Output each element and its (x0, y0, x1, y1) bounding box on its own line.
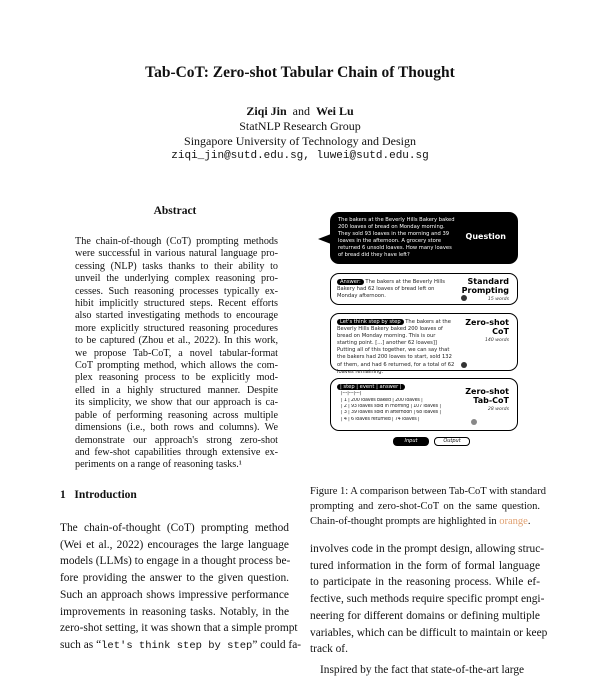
zscot-label-line-1: Zero-shot (465, 318, 509, 327)
author-emails: ziqi_jin@sutd.edu.sg, luwei@sutd.edu.sg (171, 150, 429, 162)
zero-shot-cot-box (330, 313, 518, 375)
text-line: tured information in the form of formal language (310, 559, 540, 572)
tabcot-label (465, 387, 509, 405)
text-line: Figure 1: A comparison between Tab-CoT with standard (310, 486, 546, 497)
text-line: zero-shot setting, it was shown that a simple prompt (60, 622, 298, 635)
text-line: dimensions (i.e., both rows and columns). We (75, 422, 278, 434)
section-title: Introduction (74, 489, 137, 501)
affiliation-university: Singapore University of Technology and Design (184, 134, 416, 148)
standard-label-line-1: Standard (467, 277, 509, 286)
text-line: also started investigating methods to encourage (75, 310, 278, 322)
text-line: cesses. Such reasoning processes typically ex- (75, 285, 278, 297)
tabcot-label-line-2: Tab-CoT (473, 396, 509, 405)
paper-title: Tab-CoT: Zero-shot Tabular Chain of Thought (145, 64, 455, 81)
right-column-body (310, 541, 548, 679)
and-text: and (292, 104, 310, 118)
model-icon (471, 419, 477, 425)
text-line: hibit implicitly structured steps. Recent efforts (75, 298, 278, 310)
section-number: 1 (60, 489, 66, 501)
caption-text: Chain-of-thought prompts are highlighted in (310, 516, 500, 527)
legend-input: Input (393, 437, 429, 446)
text-line: fective, such methods require specific prompt engi- (310, 593, 545, 606)
text-line: (Wei et al., 2022) encourages the large language (60, 538, 289, 551)
figure-caption (310, 484, 546, 529)
zscot-prompt: Let's think step by step (337, 319, 404, 325)
intro-body (60, 520, 302, 655)
text-line: track of. (310, 643, 348, 656)
text-line: we propose Tab-CoT, a novel tabular-format (75, 347, 278, 359)
text-line: its simplicity, we show that our approach is ca- (75, 397, 278, 409)
tab-cot-box (330, 378, 518, 431)
author-block (0, 104, 600, 164)
text-line: more explicitly structured reasoning procedures (75, 322, 278, 334)
zscot-answer: The bakers at the Beverly Hills Bakery baked 200 loaves of bread on Monday morning. This is our starting point. [...] another 62 loaves]] Putting all of this together, we can say that the bakers had 200 loaves to start, sold 132 of them, and had 6 returned, for a total of 62 loaves remaining. (337, 319, 455, 375)
text-line: were successful in various natural language pro- (75, 248, 278, 260)
standard-answer: The bakers at the Beverly Hills Bakery had 62 loaves of bread left on Monday afternoon. (337, 279, 445, 300)
table-row: | 2 | 93 loaves sold in morning | 107 loaves | (341, 403, 441, 409)
question-pointer (318, 234, 331, 244)
standard-label-line-2: Prompting (461, 286, 509, 295)
tabcot-prompt: | step | event | answer | (337, 384, 405, 390)
text-line: CoT prompting method, which allows the com- (75, 360, 278, 372)
tabcot-word-count: 28 words (487, 407, 509, 412)
text-line: prompting and zero-shot-CoT on the same question. (310, 501, 540, 512)
abstract-body (75, 236, 278, 472)
text-line: cessing (NLP) tasks thanks to their ability to (75, 260, 278, 272)
text-line: pable of performing reasoning across multiple (75, 409, 278, 421)
text-line: The chain-of-though (CoT) prompting methods (75, 236, 278, 247)
standard-prompt: Answer: (337, 279, 364, 285)
text-line: such as “let's think step by step” could fa- (60, 638, 302, 652)
question-label: Question (465, 232, 506, 241)
text-line: The chain-of-thought (CoT) prompting method (60, 522, 289, 534)
text-line: fore providing the answer to the given question. (60, 572, 289, 585)
model-icon (461, 362, 467, 368)
text-line: to be captured (Zhou et al., 2022). In this work, (75, 335, 278, 347)
table-row: | 1 | 200 loaves baked | 200 loaves | (341, 397, 423, 403)
text-line: periments on a range of reasoning tasks.¹ (75, 459, 242, 471)
standard-word-count: 15 words (487, 297, 509, 302)
text-line: and few-shot capabilities through extensive ex- (75, 446, 278, 458)
author-1: Ziqi Jin (246, 104, 287, 118)
caption-lines (310, 484, 546, 514)
text-line: variables, which can be difficult to maintain or keep (310, 626, 548, 639)
text-line: demonstrate our approach's strong zero-shot (75, 434, 278, 446)
text-line: elled in a highly structured manner. Despite (75, 384, 278, 396)
caption-last-line (310, 514, 540, 529)
text-line: improvements in reasoning tasks. Notably, in the (60, 605, 289, 618)
text-line: Inspired by the fact that state-of-the-art large (320, 663, 525, 676)
zscot-label-line-2: CoT (492, 327, 509, 336)
zscot-label (465, 318, 509, 336)
standard-prompting-box (330, 273, 518, 305)
text-line: Such an approach shows impressive performance (60, 588, 289, 601)
orange-highlight-word: orange (499, 516, 528, 527)
author-2: Wei Lu (316, 104, 354, 118)
model-icon (461, 295, 467, 301)
text-line: plex reasoning process to be explicitly mod- (75, 372, 278, 384)
table-row: |---|---|---| (341, 391, 362, 397)
text-line: models (LLMs) to engage in a thought process be- (60, 555, 291, 568)
text-line: involves code in the prompt design, allowing struc- (310, 543, 545, 555)
tabcot-table (337, 391, 461, 423)
text-line: unveil the underlying complex reasoning pro- (75, 273, 278, 285)
tabcot-label-line-1: Zero-shot (465, 387, 509, 396)
affiliation-group: StatNLP Research Group (239, 119, 361, 133)
text-line: neering for different domains or defining multiple (310, 609, 540, 622)
text-line: to participate in the reasoning process. While ef- (310, 576, 540, 589)
question-bubble (330, 212, 518, 264)
standard-label (462, 277, 509, 295)
question-text: The bakers at the Beverly Hills Bakery baked 200 loaves of bread on Monday morning. They sold 93 loaves in the morning and 39 loaves in the afternoon. A grocery store returned 6 unsold loaves. How many loaves of bread did they have left? (338, 217, 455, 259)
table-row: | 4 | 6 loaves returned | 74 loaves | (341, 416, 420, 422)
zscot-word-count: 140 words (485, 338, 509, 343)
abstract-heading: Abstract (153, 205, 197, 217)
section-heading (60, 489, 137, 501)
legend-output: Output (434, 437, 470, 446)
table-row: | 3 | 39 loaves sold in afternoon | 68 loaves | (341, 410, 441, 416)
caption-end: . (527, 516, 531, 527)
